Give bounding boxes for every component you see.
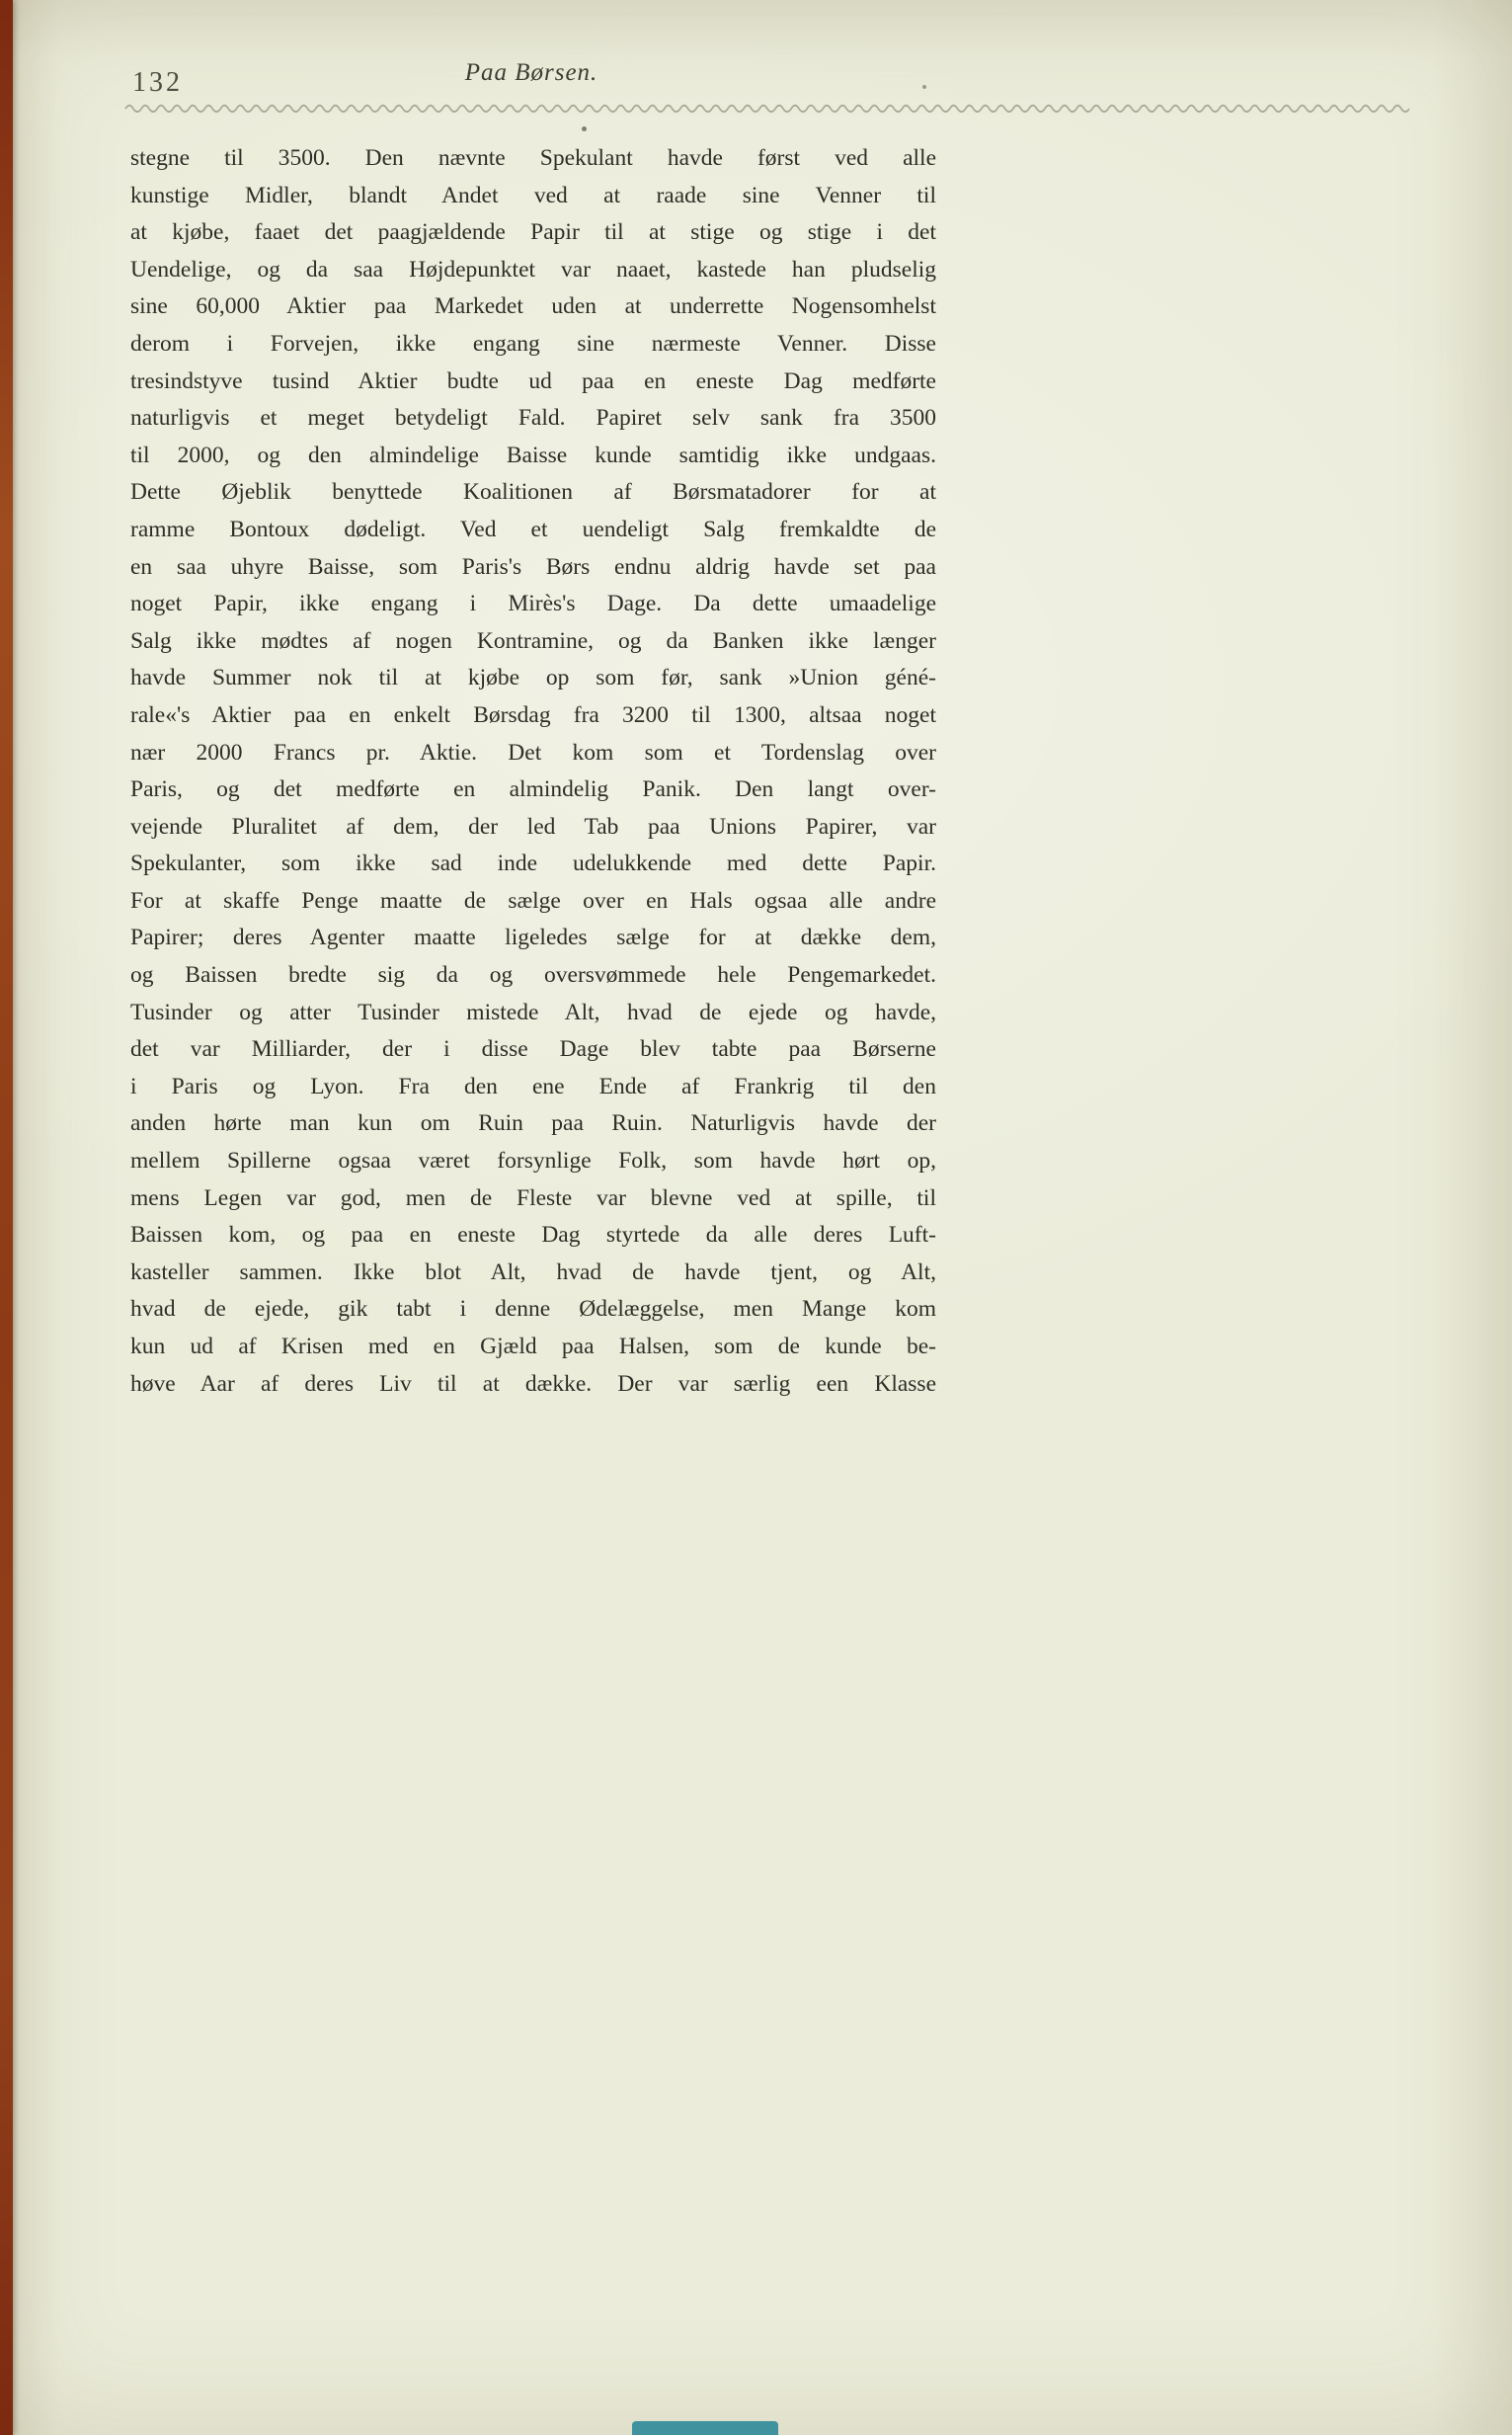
text-line: Uendelige, og da saa Højdepunktet var naaet, kastede han pludselig (130, 256, 936, 283)
text-line: tresindstyve tusind Aktier budte ud paa en eneste Dag medførte (130, 367, 936, 394)
text-line: og Baissen bredte sig da og oversvømmede hele Pengemarkedet. (130, 962, 936, 989)
text-line: kun ud af Krisen med en Gjæld paa Halsen, som de kunde be- (130, 1334, 936, 1359)
text-line: hvad de ejede, gik tabt i denne Ødelæggelse, men Mange kom (130, 1296, 936, 1323)
running-title: Paa Børsen. (464, 59, 598, 86)
text-line: ramme Bontoux dødeligt. Ved et uendeligt Salg fremkaldte de (130, 516, 936, 542)
text-line: i Paris og Lyon. Fra den ene Ende af Frankrig til den (130, 1073, 936, 1099)
ink-speck (922, 85, 926, 89)
text-line: Paris, og det medførte en almindelig Panik. Den langt over- (130, 776, 936, 803)
text-line: vejende Pluralitet af dem, der led Tab paa Unions Papirer, var (130, 813, 936, 840)
text-line: havde Summer nok til at kjøbe op som før, sank »Union géné- (130, 665, 936, 691)
ink-speck (582, 126, 587, 131)
body-text (130, 140, 936, 1403)
text-line: noget Papir, ikke engang i Mirès's Dage. Da dette umaadelige (130, 591, 936, 617)
bottom-edge-mark (632, 2421, 778, 2435)
text-line: naturligvis et meget betydeligt Fald. Papiret selv sank fra 3500 (130, 405, 936, 432)
text-line: det var Milliarder, der i disse Dage blev tabte paa Børserne (130, 1036, 936, 1063)
text-line: kunstige Midler, blandt Andet ved at raade sine Venner til (130, 182, 936, 208)
text-line: Spekulanter, som ikke sad inde udelukkende med dette Papir. (130, 851, 936, 877)
text-line: en saa uhyre Baisse, som Paris's Børs endnu aldrig havde set paa (130, 553, 936, 580)
wavy-divider (124, 101, 1410, 115)
text-line: Tusinder og atter Tusinder mistede Alt, hvad de ejede og havde, (130, 999, 936, 1025)
text-line: Salg ikke mødtes af nogen Kontramine, og da Banken ikke længer (130, 627, 936, 654)
text-line: For at skaffe Penge maatte de sælge over en Hals ogsaa alle andre (130, 887, 936, 914)
text-line: stegne til 3500. Den nævnte Spekulant havde først ved alle (130, 145, 936, 171)
text-line: mellem Spillerne ogsaa været forsynlige Folk, som havde hørt op, (130, 1148, 936, 1175)
text-line: høve Aar af deres Liv til at dække. Der var særlig een Klasse (130, 1370, 936, 1397)
text-line: derom i Forvejen, ikke engang sine nærmeste Venner. Disse (130, 330, 936, 357)
text-line: til 2000, og den almindelige Baisse kunde samtidig ikke undgaas. (130, 442, 936, 468)
page-header (130, 55, 932, 97)
text-line: Dette Øjeblik benyttede Koalitionen af Børsmatadorer for at (130, 479, 936, 506)
text-line: Baissen kom, og paa en eneste Dag styrtede da alle deres Luft- (130, 1222, 936, 1249)
text-line: sine 60,000 Aktier paa Markedet uden at underrette Nogensomhelst (130, 293, 936, 320)
binding-edge (0, 0, 13, 2435)
text-line: kasteller sammen. Ikke blot Alt, hvad de havde tjent, og Alt, (130, 1258, 936, 1285)
text-line: mens Legen var god, men de Fleste var blevne ved at spille, til (130, 1184, 936, 1211)
text-line: rale«'s Aktier paa en enkelt Børsdag fra 3200 til 1300, altsaa noget (130, 701, 936, 728)
wavy-divider-path (125, 106, 1409, 112)
text-line: Papirer; deres Agenter maatte ligeledes sælge for at dække dem, (130, 925, 936, 951)
text-line: at kjøbe, faaet det paagjældende Papir til at stige og stige i det (130, 219, 936, 246)
text-line: anden hørte man kun om Ruin paa Ruin. Naturligvis havde der (130, 1110, 936, 1137)
text-line: nær 2000 Francs pr. Aktie. Det kom som et Tordenslag over (130, 739, 936, 766)
page-number: 132 (132, 67, 183, 98)
